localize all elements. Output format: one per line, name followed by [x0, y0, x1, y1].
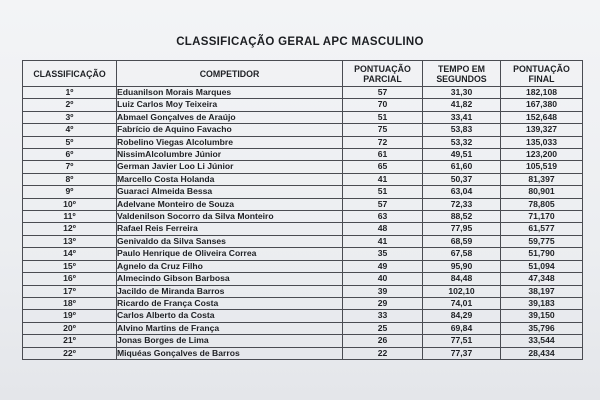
table-row	[23, 111, 583, 123]
competitor-cell: Almecindo Gibson Barbosa	[117, 273, 343, 285]
competitor-cell: Alvino Martins de França	[117, 322, 343, 334]
time-cell: 77,95	[423, 223, 501, 235]
table-row	[23, 260, 583, 272]
time-cell: 95,90	[423, 260, 501, 272]
final-score-cell: 38,197	[501, 285, 583, 297]
partial-score-cell: 39	[343, 285, 423, 297]
time-cell: 33,41	[423, 111, 501, 123]
competitor-cell: Luiz Carlos Moy Teixeira	[117, 99, 343, 111]
partial-score-cell: 33	[343, 310, 423, 322]
header-competitor: COMPETIDOR	[117, 61, 343, 87]
partial-score-cell: 65	[343, 161, 423, 173]
partial-score-cell: 41	[343, 173, 423, 185]
competitor-cell: Miquéas Gonçalves de Barros	[117, 347, 343, 359]
final-score-cell: 39,150	[501, 310, 583, 322]
competitor-cell: Robelino Viegas Alcolumbre	[117, 136, 343, 148]
final-score-cell: 152,648	[501, 111, 583, 123]
partial-score-cell: 48	[343, 223, 423, 235]
final-score-cell: 71,170	[501, 211, 583, 223]
final-score-cell: 105,519	[501, 161, 583, 173]
competitor-cell: NissimAlcolumbre Júnior	[117, 149, 343, 161]
table-row	[23, 347, 583, 359]
partial-score-cell: 61	[343, 149, 423, 161]
table-row	[23, 211, 583, 223]
table-row	[23, 310, 583, 322]
time-cell: 41,82	[423, 99, 501, 111]
partial-score-cell: 49	[343, 260, 423, 272]
table-row	[23, 186, 583, 198]
rank-cell: 15º	[23, 260, 117, 272]
table-row	[23, 99, 583, 111]
time-cell: 84,48	[423, 273, 501, 285]
final-score-cell: 135,033	[501, 136, 583, 148]
time-cell: 68,59	[423, 235, 501, 247]
competitor-cell: Marcello Costa Holanda	[117, 173, 343, 185]
final-score-cell: 123,200	[501, 149, 583, 161]
table-row	[23, 335, 583, 347]
table-row	[23, 198, 583, 210]
final-score-cell: 35,796	[501, 322, 583, 334]
rank-cell: 8º	[23, 173, 117, 185]
partial-score-cell: 35	[343, 248, 423, 260]
partial-score-cell: 26	[343, 335, 423, 347]
time-cell: 77,37	[423, 347, 501, 359]
partial-score-cell: 57	[343, 198, 423, 210]
time-cell: 102,10	[423, 285, 501, 297]
competitor-cell: Carlos Alberto da Costa	[117, 310, 343, 322]
final-score-cell: 78,805	[501, 198, 583, 210]
table-row	[23, 87, 583, 99]
rank-cell: 14º	[23, 248, 117, 260]
final-score-cell: 51,094	[501, 260, 583, 272]
table-row	[23, 124, 583, 136]
competitor-cell: Eduanilson Morais Marques	[117, 87, 343, 99]
time-cell: 84,29	[423, 310, 501, 322]
final-score-cell: 51,790	[501, 248, 583, 260]
competitor-cell: Fabrício de Aquino Favacho	[117, 124, 343, 136]
rank-cell: 12º	[23, 223, 117, 235]
partial-score-cell: 72	[343, 136, 423, 148]
partial-score-cell: 29	[343, 297, 423, 309]
rank-cell: 7º	[23, 161, 117, 173]
final-score-cell: 139,327	[501, 124, 583, 136]
rank-cell: 3º	[23, 111, 117, 123]
table-row	[23, 248, 583, 260]
table-row	[23, 235, 583, 247]
table-row	[23, 297, 583, 309]
final-score-cell: 61,577	[501, 223, 583, 235]
rank-cell: 16º	[23, 273, 117, 285]
competitor-cell: Agnelo da Cruz Filho	[117, 260, 343, 272]
header-partial-score: PONTUAÇÃO PARCIAL	[343, 61, 423, 87]
partial-score-cell: 70	[343, 99, 423, 111]
rank-cell: 4º	[23, 124, 117, 136]
rank-cell: 6º	[23, 149, 117, 161]
final-score-cell: 182,108	[501, 87, 583, 99]
header-final-score: PONTUAÇÃO FINAL	[501, 61, 583, 87]
time-cell: 67,58	[423, 248, 501, 260]
time-cell: 31,30	[423, 87, 501, 99]
rank-cell: 1º	[23, 87, 117, 99]
final-score-cell: 28,434	[501, 347, 583, 359]
rank-cell: 10º	[23, 198, 117, 210]
time-cell: 74,01	[423, 297, 501, 309]
partial-score-cell: 57	[343, 87, 423, 99]
competitor-cell: Valdenilson Socorro da Silva Monteiro	[117, 211, 343, 223]
time-cell: 72,33	[423, 198, 501, 210]
time-cell: 50,37	[423, 173, 501, 185]
time-cell: 53,83	[423, 124, 501, 136]
competitor-cell: Paulo Henrique de Oliveira Correa	[117, 248, 343, 260]
table-row	[23, 136, 583, 148]
final-score-cell: 33,544	[501, 335, 583, 347]
competitor-cell: Jacildo de Miranda Barros	[117, 285, 343, 297]
rank-cell: 17º	[23, 285, 117, 297]
time-cell: 63,04	[423, 186, 501, 198]
classification-table	[22, 60, 583, 360]
time-cell: 53,32	[423, 136, 501, 148]
time-cell: 88,52	[423, 211, 501, 223]
final-score-cell: 47,348	[501, 273, 583, 285]
final-score-cell: 39,183	[501, 297, 583, 309]
time-cell: 49,51	[423, 149, 501, 161]
rank-cell: 9º	[23, 186, 117, 198]
rank-cell: 5º	[23, 136, 117, 148]
table-row	[23, 161, 583, 173]
competitor-cell: Adelvane Monteiro de Souza	[117, 198, 343, 210]
partial-score-cell: 51	[343, 186, 423, 198]
rank-cell: 20º	[23, 322, 117, 334]
final-score-cell: 80,901	[501, 186, 583, 198]
competitor-cell: Guaraci Almeida Bessa	[117, 186, 343, 198]
rank-cell: 13º	[23, 235, 117, 247]
partial-score-cell: 25	[343, 322, 423, 334]
partial-score-cell: 22	[343, 347, 423, 359]
partial-score-cell: 75	[343, 124, 423, 136]
header-time-seconds: TEMPO EM SEGUNDOS	[423, 61, 501, 87]
time-cell: 69,84	[423, 322, 501, 334]
competitor-cell: Abmael Gonçalves de Araújo	[117, 111, 343, 123]
partial-score-cell: 63	[343, 211, 423, 223]
final-score-cell: 59,775	[501, 235, 583, 247]
rank-cell: 19º	[23, 310, 117, 322]
time-cell: 77,51	[423, 335, 501, 347]
partial-score-cell: 41	[343, 235, 423, 247]
rank-cell: 22º	[23, 347, 117, 359]
rank-cell: 11º	[23, 211, 117, 223]
table-header-row	[23, 61, 583, 87]
final-score-cell: 167,380	[501, 99, 583, 111]
competitor-cell: German Javier Loo Li Júnior	[117, 161, 343, 173]
table-row	[23, 173, 583, 185]
competitor-cell: Jonas Borges de Lima	[117, 335, 343, 347]
final-score-cell: 81,397	[501, 173, 583, 185]
table-row	[23, 149, 583, 161]
table-row	[23, 223, 583, 235]
partial-score-cell: 51	[343, 111, 423, 123]
competitor-cell: Rafael Reis Ferreira	[117, 223, 343, 235]
rank-cell: 2º	[23, 99, 117, 111]
time-cell: 61,60	[423, 161, 501, 173]
competitor-cell: Ricardo de França Costa	[117, 297, 343, 309]
table-row	[23, 322, 583, 334]
table-row	[23, 273, 583, 285]
competitor-cell: Genivaldo da Silva Sanses	[117, 235, 343, 247]
rank-cell: 18º	[23, 297, 117, 309]
partial-score-cell: 40	[343, 273, 423, 285]
rank-cell: 21º	[23, 335, 117, 347]
document-title: CLASSIFICAÇÃO GERAL APC MASCULINO	[176, 36, 424, 48]
table-row	[23, 285, 583, 297]
header-rank: CLASSIFICAÇÃO	[23, 61, 117, 87]
